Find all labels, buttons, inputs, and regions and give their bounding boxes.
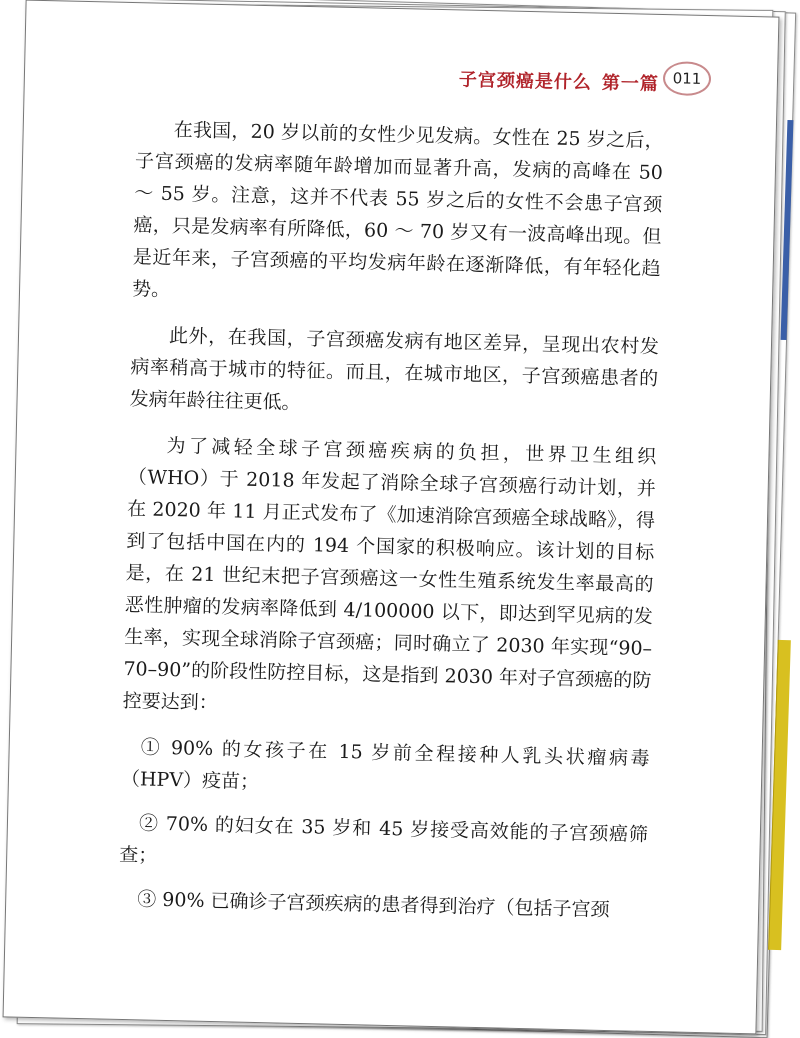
paragraph: 在我国，20 岁以前的女性少见发病。女性在 25 岁之后，子宫颈癌的发病率随年龄增加而显著升高，发病的高峰在 50 ～ 55 岁。注意，这并不代表 55 岁之后的女性不会患子宫颈癌，只是发病率有所降低，60 ～ 70 岁又有一波高峰出现。但是近年来，子宫颈癌的平均发病年龄在逐渐降低，有年轻化趋势。 <box>131 118 664 301</box>
running-header <box>459 58 660 103</box>
body-text <box>118 113 664 939</box>
page-number-badge <box>663 61 712 96</box>
list-item: ① 90% 的女孩子在 15 岁前全程接种人乳头状瘤病毒（HPV）疫苗； <box>120 736 650 794</box>
page-number: 011 <box>672 69 702 88</box>
chapter-title: 子宫颈癌是什么 <box>458 69 593 94</box>
book-page <box>3 0 780 1034</box>
list-item: ② 70% 的妇女在 35 岁和 45 岁接受高效能的子宫颈癌筛查； <box>119 812 649 867</box>
paragraph: 此外，在我国，子宫颈癌发病有地区差异，呈现出农村发病率稍高于城市的特征。而且，在城市地区，子宫颈癌患者的发病年龄往往更低。 <box>129 324 660 414</box>
list-item: ③ 90% 已确诊子宫颈疾病的患者得到治疗（包括子宫颈 <box>137 888 610 922</box>
section-label: 第一篇 <box>601 72 660 95</box>
paragraph: 为了减轻全球子宫颈癌疾病的负担，世界卫生组织（WHO）于 2018 年发起了消除全球子宫颈癌行动计划，并在 2020 年 11 月正式发布了《加速消除宫颈癌全球战略》，得到了包括中国在内的 194 个国家的积极响应。该计划的目标是，在 21 世纪末把子宫颈癌这一女性生殖系统发生率最高的恶性肿瘤的发病率降低到 4/100000 以下，即达到罕见病的发生率，实现全球消除子宫颈癌；同时确立了 2030 年实现“90–70–90”的阶段性防控目标，这是指到 2030 年对子宫颈癌的防控要达到： <box>122 434 657 715</box>
